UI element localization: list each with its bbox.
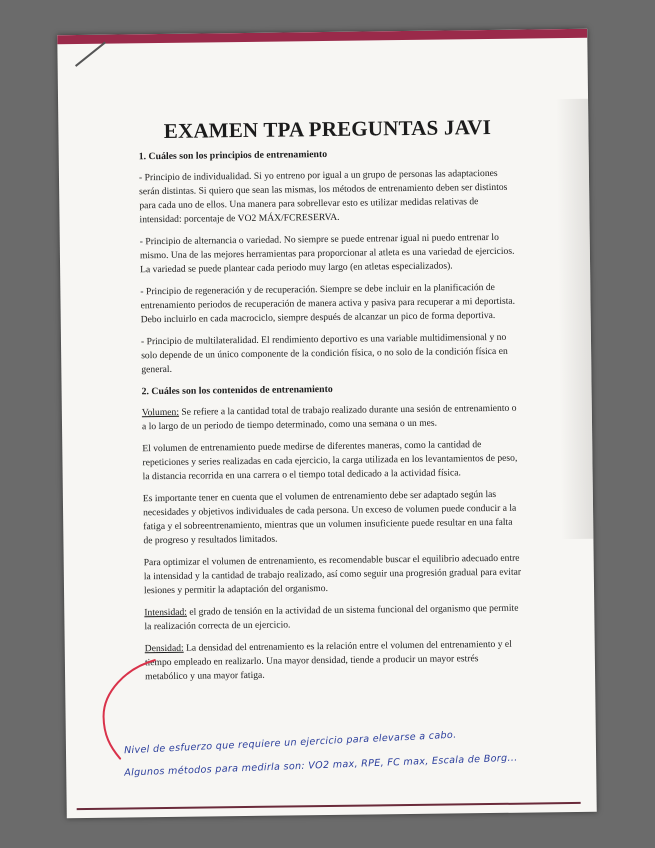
volumen-definition <box>142 402 520 435</box>
principle-regeneracion: - Principio de regeneración y de recuperación. Siempre se debe incluir en la planificación de entrenamiento periodos de recuperación de manera activa y pasiva para recuperar a mi deportista. Debo incluirlo en cada macrociclo, siempre después de alcanzar un pico de forma deportiva. <box>140 281 516 326</box>
volumen-medicion: El volumen de entrenamiento puede medirse de diferentes maneras, como la cantidad de repeticiones y series realizadas en cada ejercicio, la carga utilizada en los levantamientos de peso, la distancia recorrida en una carrera o el tiempo total dedicado a la actividad física. <box>142 439 518 483</box>
show-through-shadow <box>556 99 593 539</box>
densidad-definition <box>145 638 523 685</box>
densidad-term: Densidad: <box>144 642 184 655</box>
principle-multilateralidad: - Principio de multilateralidad. El rendimiento deportivo es una variable multidimensional y no solo depende de un único componente de la condición física, o no solo de la condición física en general. <box>140 331 508 376</box>
volumen-adaptacion: Es importante tener en cuenta que el volumen de entrenamiento debe ser adaptado según las necesidades y objetivos individuales de cada persona. Un exceso de volumen puede conducir a la fatiga y el sobreentrenamiento, mientras que un volumen insuficiente puede resultar en una falta de progreso y resultados limitados. <box>142 488 517 547</box>
section-1-heading: 1. Cuáles son los principios de entrenamiento <box>138 148 328 163</box>
paper-sheet <box>57 29 597 818</box>
principle-alternancia: - Principio de alternancia o variedad. No siempre se puede entrenar igual ni puedo entrenar lo mismo. Una de las mejores herramientas para proporcionar al atleta es una variedad de ejercicios. La variedad se puede plantear cada periodo muy largo (en atletas especializados). <box>139 231 515 276</box>
handwritten-note-line-2: Algunos métodos para medirla son: VO2 max, RPE, FC max, Escala de Borg... <box>124 752 518 779</box>
pen-mark <box>75 42 106 67</box>
document-body <box>138 114 523 693</box>
volumen-optimizacion: Para optimizar el volumen de entrenamiento, es recomendable buscar el equilibrio adecuado entre la intensidad y la cantidad de trabajo realizado, así como seguir una progresión gradual para evitar lesiones y permitir la adaptación del organismo. <box>143 552 522 597</box>
densidad-text: La densidad del entrenamiento es la relación entre el volumen del entrenamiento y el tiempo empleado en realizarlo. Una mayor densidad, tiende a producir un mayor estrés metabólico y una mayor fatiga. <box>144 638 512 683</box>
handwritten-note-line-1: Nivel de esfuerzo que requiere un ejercicio para elevarse a cabo. <box>123 729 457 757</box>
volumen-term: Volumen: <box>141 406 180 419</box>
bottom-edge-line <box>77 802 580 810</box>
document-title: EXAMEN TPA PREGUNTAS JAVI <box>163 114 492 143</box>
intensidad-definition <box>144 602 522 635</box>
intensidad-term: Intensidad: <box>144 606 188 619</box>
principle-individualidad: - Principio de individualidad. Si yo entreno por igual a un grupo de personas las adaptaciones serán distintas. Si quiero que sean las mismas, los métodos de entrenamiento deben ser distintos para cada uno de ellos. Una manera para sobrellevar esto es utilizar medidas relativas de intensidad: porcentaje de VO2 MÁX/FCRESERVA. <box>138 167 508 226</box>
section-2-heading: 2. Cuáles son los contenidos de entrenamiento <box>141 383 333 398</box>
top-color-band <box>57 29 587 44</box>
volumen-text: Se refiere a la cantidad total de trabajo realizado durante una sesión de entrenamiento o a lo largo de un periodo de tiempo determinado, como una semana o un mes. <box>141 402 517 433</box>
intensidad-text: el grado de tensión en la actividad de un sistema funcional del organismo que permite la realización correcta de un ejercicio. <box>144 602 519 633</box>
